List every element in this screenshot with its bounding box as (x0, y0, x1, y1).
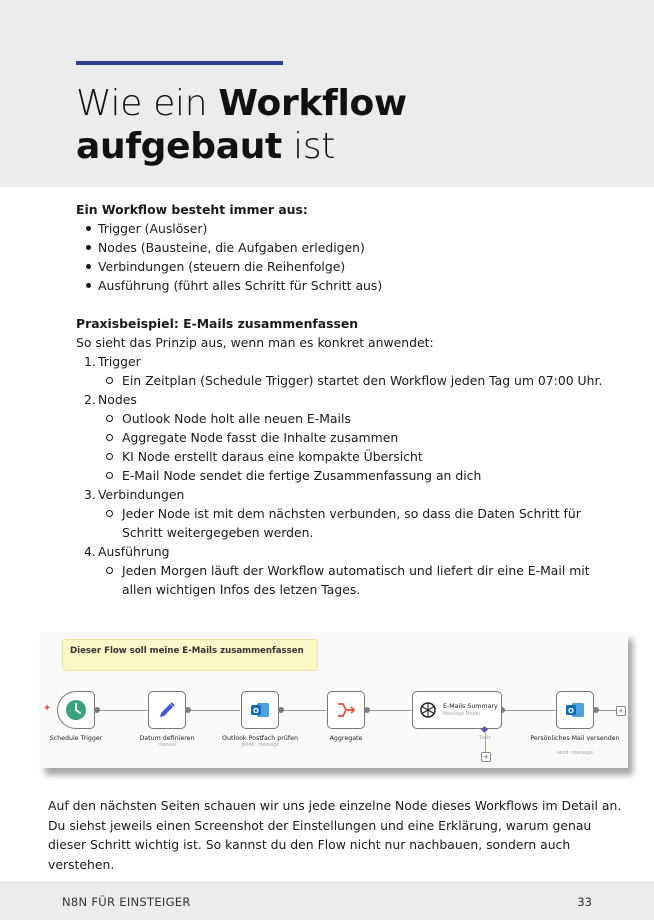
main-content (76, 200, 616, 599)
node-label: Datum definieren (139, 735, 195, 742)
page-title (76, 82, 407, 168)
sub-item: Outlook Node holt alle neuen E-Mails (98, 409, 616, 428)
node-mail-versenden[interactable] (556, 691, 594, 729)
list-item: Trigger (Auslöser) (76, 219, 616, 238)
title-text: ist (281, 126, 336, 167)
connection-line (596, 710, 618, 711)
example-lead: So sieht das Prinzip aus, wenn man es konkret anwendet: (76, 335, 434, 350)
sub-item: Aggregate Node fasst die Inhalte zusammen (98, 428, 616, 447)
intro-list (76, 219, 616, 295)
connection-line (97, 710, 147, 711)
connection-line (367, 710, 411, 711)
node-emails-summary[interactable] (412, 691, 502, 729)
trigger-marker-icon: ✦ (43, 703, 52, 714)
node-label: Schedule Trigger (49, 735, 103, 742)
step-number: 2. (84, 392, 96, 407)
step-item (76, 485, 616, 542)
node-label: Aggregate (329, 735, 363, 742)
node-outlook-postfach[interactable] (241, 691, 279, 729)
step-title: Nodes (98, 392, 137, 407)
outlook-icon (250, 701, 270, 719)
steps-list (76, 352, 616, 599)
step-title: Trigger (98, 354, 141, 369)
step-item (76, 390, 616, 485)
sub-item: E-Mail Node sendet die fertige Zusammenfassung an dich (98, 466, 616, 485)
node-label: Persönliches Mail versenden (530, 735, 620, 742)
step-item (76, 542, 616, 599)
node-label: Outlook Postfach prüfen (222, 735, 298, 742)
closing-paragraph: Auf den nächsten Seiten schauen wir uns jede einzelne Node dieses Workflows im Detail an. Du siehst jeweils einen Screenshot der Einstellungen und eine Erklärung, warum genau dieser Schritt wichtig ist. So kannst du den Flow nicht nur nachbauen, sondern auch verstehen. (48, 798, 622, 872)
title-text: Wie ein (76, 83, 219, 124)
sub-item: KI Node erstellt daraus eine kompakte Übersicht (98, 447, 616, 466)
node-datum-definieren[interactable] (148, 691, 186, 729)
openai-icon (419, 701, 437, 719)
svg-text:O: O (568, 707, 574, 715)
example-heading: Praxisbeispiel: E-Mails zusammenfassen (76, 316, 359, 331)
sticky-note: Dieser Flow soll meine E-Mails zusammenfassen (62, 639, 318, 671)
accent-bar (76, 61, 283, 65)
step-title: Verbindungen (98, 487, 185, 502)
sub-item: Jeden Morgen läuft der Workflow automatisch und liefert dir eine E-Mail mit allen wichtigen Infos des letzen Tages. (98, 561, 616, 599)
intro-heading: Ein Workflow besteht immer aus: (76, 202, 308, 217)
step-number: 1. (84, 354, 96, 369)
sub-item: Ein Zeitplan (Schedule Trigger) startet den Workflow jeden Tag um 07:00 Uhr. (98, 371, 616, 390)
page-number: 33 (577, 895, 592, 909)
node-sublabel: send: message (556, 751, 594, 756)
connection-line (188, 710, 240, 711)
sub-item: Jeder Node ist mit dem nächsten verbunden, so dass die Daten Schritt für Schritt weitergegeben werden. (98, 504, 616, 542)
step-number: 4. (84, 544, 96, 559)
page-header (0, 0, 654, 187)
aggregate-icon (336, 701, 356, 719)
clock-icon (65, 699, 87, 721)
workflow-screenshot (40, 632, 628, 768)
node-sublabel: Message Model (443, 711, 480, 717)
pencil-icon (157, 700, 177, 720)
list-item: Ausführung (führt alles Schritt für Schritt aus) (76, 276, 616, 295)
list-item: Nodes (Bausteine, die Aufgaben erledigen) (76, 238, 616, 257)
title-bold-text: aufgebaut (76, 126, 282, 167)
step-number: 3. (84, 487, 96, 502)
connection-line (281, 710, 326, 711)
list-item: Verbindungen (steuern die Reihenfolge) (76, 257, 616, 276)
tools-label: Tools (479, 736, 491, 741)
title-bold-text: Workflow (218, 83, 407, 124)
connection-line (502, 710, 555, 711)
svg-text:O: O (253, 707, 259, 715)
add-node-button[interactable]: + (616, 706, 626, 716)
node-schedule-trigger[interactable] (57, 691, 95, 729)
node-sublabel: manual (158, 743, 176, 748)
step-item (76, 352, 616, 390)
node-label: E-Mails Summary (443, 702, 498, 710)
footer-title: N8N FÜR EINSTEIGER (62, 895, 191, 909)
node-sublabel: getAll: message (240, 743, 280, 748)
page-footer (0, 881, 654, 920)
add-tool-button[interactable]: + (481, 752, 491, 762)
outlook-icon (565, 701, 585, 719)
step-title: Ausführung (98, 544, 170, 559)
node-aggregate[interactable] (327, 691, 365, 729)
